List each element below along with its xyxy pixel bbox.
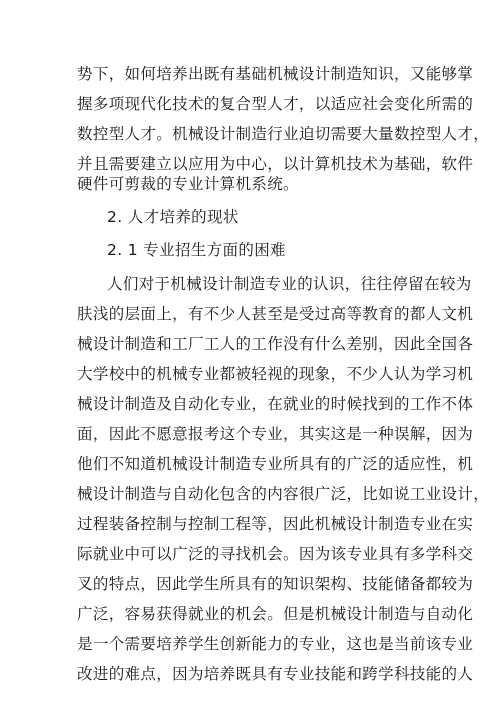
paragraph-2-line-14: 改进的难点，因为培养既具有专业技能和跨学科技能的人 <box>77 665 474 683</box>
paragraph-2-line-11: 叉的特点，因此学生所具有的知识架构、技能储备都较为 <box>77 575 474 593</box>
section-heading: 2. 人才培养的现状 <box>107 208 239 226</box>
paragraph-2-line-9: 过程装备控制与控制工程等，因此机械设计制造专业在实 <box>77 515 474 533</box>
paragraph-1-line-4: 并且需要建立以应用为中心，以计算机技术为基础，软件 <box>77 155 474 173</box>
paragraph-2-line-7: 他们不知道机械设计制造专业所具有的广泛的适应性，机 <box>77 455 474 473</box>
paragraph-1-line-3: 数控型人才。机械设计制造行业迫切需要大量数控型人才， <box>77 125 490 143</box>
paragraph-2-line-3: 械设计制造和工厂工人的工作没有什么差别，因此全国各 <box>77 335 474 353</box>
paragraph-2-line-1: 人们对于机械设计制造专业的认识，往往停留在较为 <box>107 275 472 293</box>
paragraph-2-line-5: 械设计制造及自动化专业，在就业的时候找到的工作不体 <box>77 395 474 413</box>
paragraph-2-line-2: 肤浅的层面上，有不少人甚至是受过高等教育的都人文机 <box>77 305 474 323</box>
paragraph-2-line-13: 是一个需要培养学生创新能力的专业，这也是当前该专业 <box>77 635 474 653</box>
paragraph-2-line-4: 大学校中的机械专业都被轻视的现象，不少人认为学习机 <box>77 365 474 383</box>
paragraph-2-line-8: 械设计制造与自动化包含的内容很广泛，比如说工业设计， <box>77 485 490 503</box>
subsection-heading: 2. 1 专业招生方面的困难 <box>107 241 286 259</box>
paragraph-2-line-10: 际就业中可以广泛的寻找机会。因为该专业具有多学科交 <box>77 545 474 563</box>
paragraph-2-line-12: 广泛，容易获得就业的机会。但是机械设计制造与自动化 <box>77 605 474 623</box>
paragraph-1-line-5: 硬件可剪裁的专业计算机系统。 <box>77 175 299 193</box>
paragraph-1-line-2: 握多项现代化技术的复合型人才，以适应社会变化所需的 <box>77 95 474 113</box>
paragraph-1-line-1: 势下，如何培养出既有基础机械设计制造知识，又能够掌 <box>77 65 474 83</box>
paragraph-2-line-6: 面，因此不愿意报考这个专业，其实这是一种误解，因为 <box>77 425 474 443</box>
